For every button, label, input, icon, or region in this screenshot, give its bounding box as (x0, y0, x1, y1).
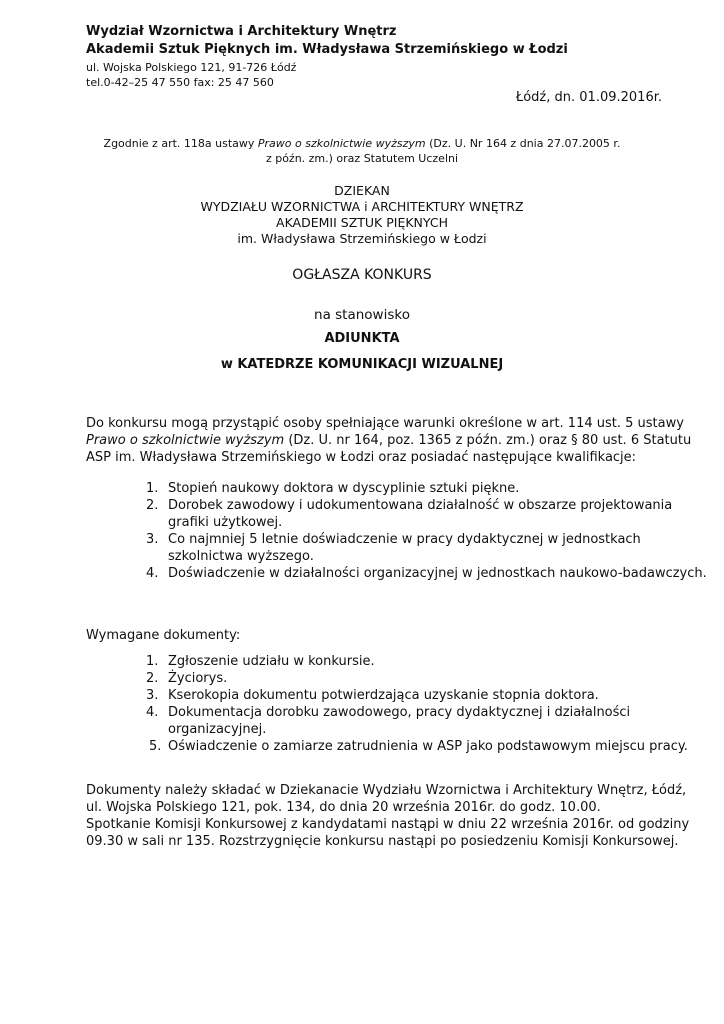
dean-title: DZIEKAN (334, 183, 390, 198)
intro-line1: Do konkursu mogą przystąpić osoby spełniające warunki określone w art. 114 ust. 5 ustawy (86, 416, 684, 431)
intro-line2: Prawo o szkolnictwie wyższym (Dz. U. nr 164, poz. 1365 z późn. zm.) oraz § 80 ust. 6 Statutu (86, 433, 692, 448)
department-title: w KATEDRZE KOMUNIKACJI WIZUALNEJ (220, 357, 504, 372)
closing-line3: Spotkanie Komisji Konkursowej z kandydatami nastąpi w dniu 22 września 2016r. od godziny (86, 817, 690, 832)
closing-line2: ul. Wojska Polskiego 121, pok. 134, do dnia 20 września 2016r. do godz. 10.00. (86, 800, 601, 815)
phone-fax: tel.0-42–25 47 550 fax: 25 47 560 (86, 76, 274, 89)
legal-basis-line2: z późn. zm.) oraz Statutem Uczelni (265, 152, 459, 165)
announcement-title: OGŁASZA KONKURS (292, 267, 432, 283)
legal-basis-line1: Zgodnie z art. 118a ustawy Prawo o szkolnictwie wyższym (Dz. U. Nr 164 z dnia 27.07.2005 r. (103, 137, 621, 150)
position-title: ADIUNKTA (324, 331, 400, 346)
dean-academy: AKADEMII SZTUK PIĘKNYCH (276, 215, 448, 230)
academy-name: Akademii Sztuk Pięknych im. Władysława Strzemińskiego w Łodzi (86, 42, 568, 57)
position-intro: na stanowisko (314, 307, 410, 323)
closing-line1: Dokumenty należy składać w Dziekanacie Wydziału Wzornictwa i Architektury Wnętrz, Łódź, (86, 783, 687, 798)
closing-line4: 09.30 w sali nr 135. Rozstrzygnięcie konkursu nastąpi po posiedzeniu Komisji Konkursowej. (86, 834, 679, 849)
dean-faculty: WYDZIAŁU WZORNICTWA i ARCHITEKTURY WNĘTRZ (200, 199, 524, 214)
faculty-name: Wydział Wzornictwa i Architektury Wnętrz (86, 24, 397, 39)
dean-academy-patron: im. Władysława Strzemińskiego w Łodzi (237, 231, 487, 246)
address: ul. Wojska Polskiego 121, 91-726 Łódź (86, 61, 297, 74)
intro-line3: ASP im. Władysława Strzemińskiego w Łodzi oraz posiadać następujące kwalifikacje: (86, 450, 637, 465)
document-page: Wydział Wzornictwa i Architektury Wnętrz Akademii Sztuk Pięknych im. Władysława Strzemińskiego w Łodzi ul. Wojska Polskiego 121, 91-726 Łódź tel.0-42–25 47 550 fax: 25 47 560 Łódź, dn. 01.09.2016r. Zgodnie z art. 118a ustawy Prawo o szkolnictwie wyższym (Dz. U. Nr 164 z dnia 27.07.2005 r. z późn. zm.) oraz Statutem Uczelni DZIEKAN WYDZIAŁU WZORNICTWA i ARCHITEKTURY WNĘTRZ AKADEMII SZTUK PIĘKNYCH im. Władysława Strzemińskiego w Łodzi OGŁASZA KONKURS na stanowisko ADIUNKTA w KATEDRZE KOMUNIKACJI WIZUALNEJ Do konkursu mogą przystąpić osoby spełniające warunki określone w art. 114 ust. 5 ustawy Prawo o szkolnictwie wyższym (Dz. U. nr 164, poz. 1365 z późn. zm.) oraz § 80 ust. 6 Statutu ASP im. Władysława Strzemińskiego w Łodzi oraz posiadać następujące kwalifikacje: 1. Stopień naukowy doktora w dyscyplinie sztuki piękne. 2. Dorobek zawodowy i udokumentowana działalność w obszarze projektowania grafiki użytkowej. 3. Co najmniej 5 letnie doświadczenie w pracy dydaktycznej w jednostkach szkolnictwa wyższego. 4. Doświadczenie w działalności organizacyjnej w jednostkach naukowo-badawczych. Wymagane dokumenty: 1. Zgłoszenie udziału w konkursie. 2. Życiorys. 3. Kserokopia dokumentu potwierdzająca uzyskanie stopnia doktora. 4. Dokumentacja dorobku zawodowego, pracy dydaktycznej i działalności organizacyjnej. 5. Oświadczenie o zamiarze zatrudnienia w ASP jako podstawowym miejscu pracy. Dokumenty należy składać w Dziekanacie Wydziału Wzornictwa i Architektury Wnętrz, Łódź, ul. Wojska Polskiego 121, pok. 134, do dnia 20 września 2016r. do godz. 10.00. Spotkanie Komisji Konkursowej z kandydatami nastąpi w dniu 22 września 2016r. od godziny 09.30 w sali nr 135. Rozstrzygnięcie konkursu nastąpi po posiedzeniu Komisji Konkursowej. (0, 0, 724, 1024)
documents-heading: Wymagane dokumenty: (86, 628, 241, 643)
document-date: Łódź, dn. 01.09.2016r. (515, 90, 662, 105)
